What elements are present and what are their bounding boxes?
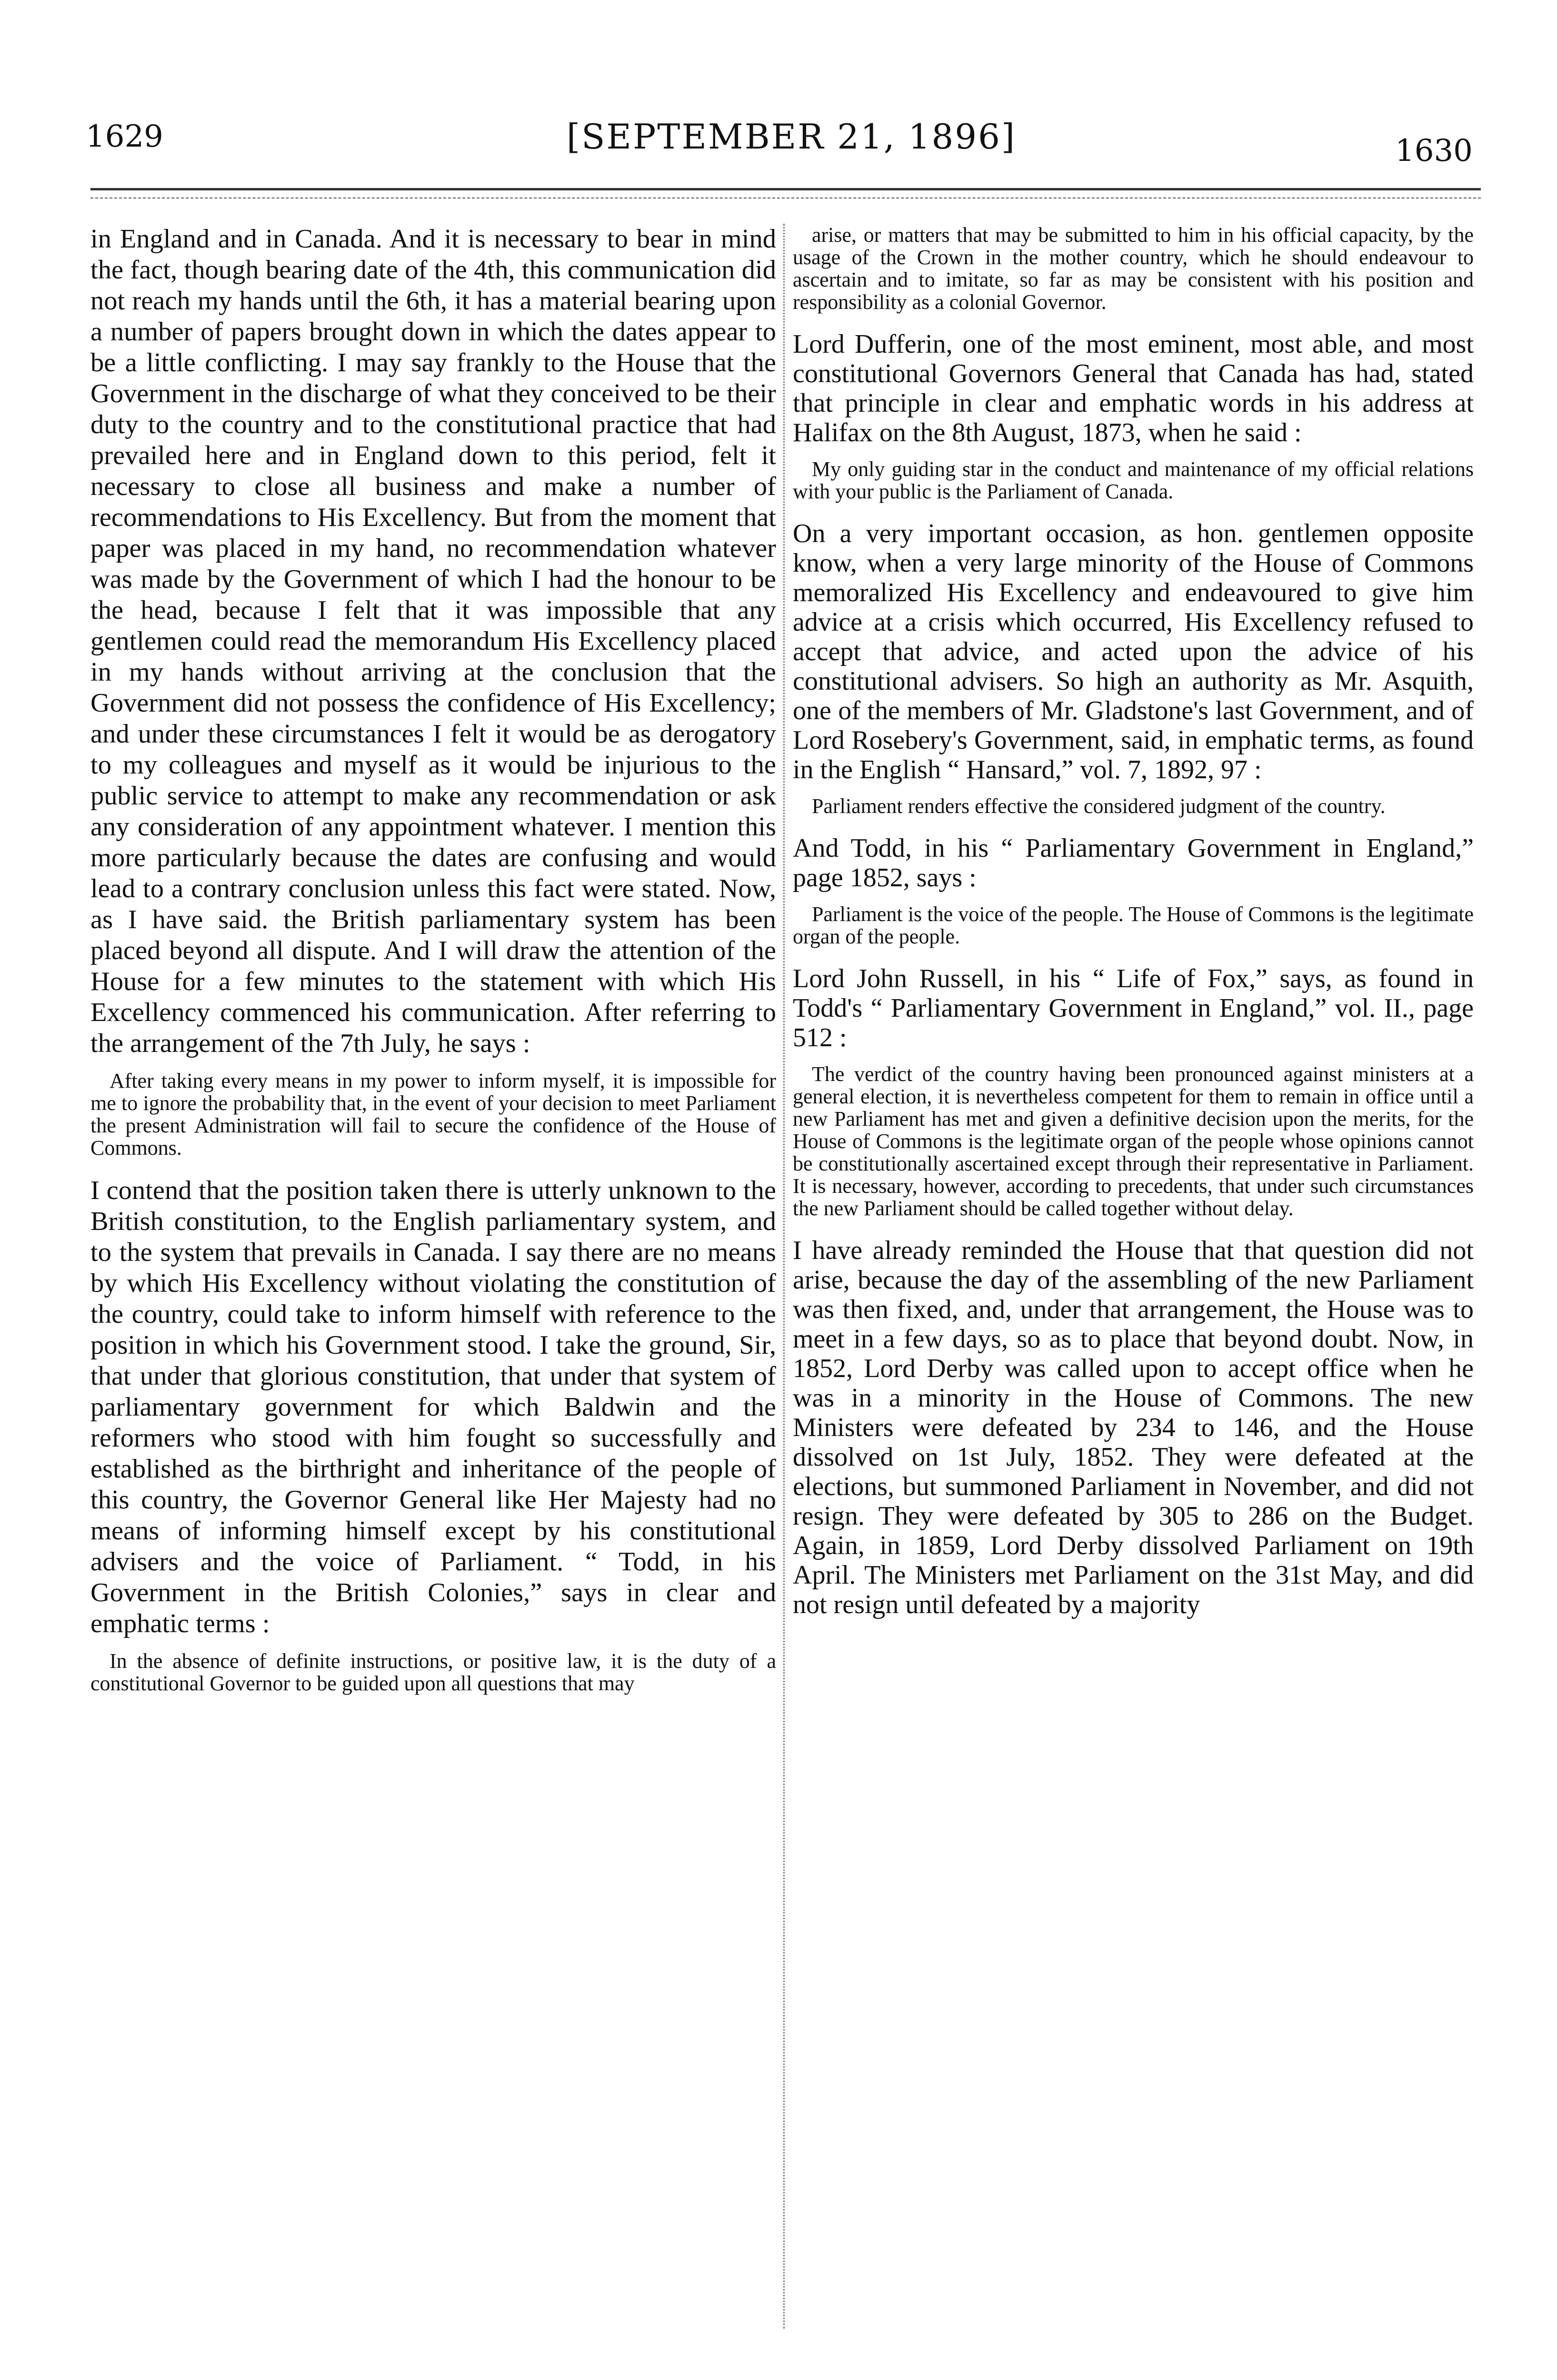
left-column (90, 224, 776, 2329)
right-quote-2: Parliament renders effective the considered judgment of the country. (812, 794, 1386, 818)
right-quote-3: Parliament is the voice of the people. The House of Commons is the legitimate organ of the people. (793, 902, 1474, 948)
page-number-left: 1629 (86, 119, 163, 154)
page-date: [SEPTEMBER 21, 1896] (567, 117, 1017, 157)
page-number-right: 1630 (1395, 133, 1473, 169)
right-quote-0: arise, or matters that may be submitted to him in his official capacity, by the usage of the Crown in the mother country, which he should endeavour to ascertain and to imitate, so far as may be consistent with his position and responsibility as a colonial Governor. (793, 224, 1474, 314)
header-rule (90, 188, 1481, 190)
column-divider (783, 224, 785, 2329)
page-header (0, 112, 1557, 183)
right-paragraph-2: On a very important occasion, as hon. gentlemen opposite know, when a very large minority of the House of Commons memoralized His Excellency and endeavoured to give him advice at a crisis which occurred, His Excellency refused to accept that advice, and acted upon the advice of his constitutional advisers. So high an authority as Mr. Asquith, one of the members of Mr. Gladstone's last Government, and of Lord Rosebery's Government, said, in emphatic terms, as found in the English “ Hansard,” vol. 7, 1892, 97 : (793, 519, 1474, 784)
right-paragraph-3: And Todd, in his “ Parliamentary Government in England,” page 1852, says : (793, 833, 1474, 892)
left-paragraph-1: in England and in Canada. And it is necessary to bear in mind the fact, though bearing date of the 4th, this communication did not reach my hands until the 6th, it has a material bearing upon a number of papers brought down in which the dates appear to be a little conflicting. I may say frankly to the House that the Government in the discharge of what they conceived to be their duty to the country and to the constitutional practice that had prevailed here and in England down to this period, felt it necessary to close all business and make a number of recommendations to His Excellency. But from the moment that paper was placed in my hand, no recommendation whatever was made by the Government of which I had the honour to be the head, because I felt that it was impossible that any gentlemen could read the memorandum His Excellency placed in my hands without arriving at the conclusion that the Government did not possess the confidence of His Excellency; and under these circumstances I felt it would be as derogatory to my colleagues and myself as it would be injurious to the public service to attempt to make any recommendation or ask any consideration of any appointment whatever. I mention this more particularly because the dates are confusing and would lead to a contrary conclusion unless this fact were stated. Now, as I have said. the British parliamentary system has been placed beyond all dispute. And I will draw the attention of the House for a few minutes to the statement with which His Excellency commenced his communication. After referring to the arrangement of the 7th July, he says : (90, 224, 776, 1058)
right-quote-4: The verdict of the country having been pronounced against ministers at a general election, it is nevertheless competent for them to remain in office until a new Parliament has met and given a definitive decision upon the merits, for the House of Commons is the legitimate organ of the people whose opinions cannot be constitutionally ascertained except through their representative in Parliament. It is necessary, however, according to precedents, that under such circumstances the new Parliament should be called together without delay. (793, 1062, 1474, 1220)
left-quote-2: In the absence of definite instructions, or positive law, it is the duty of a constitutional Governor to be guided upon all questions that may (90, 1649, 776, 1695)
right-paragraph-5: I have already reminded the House that that question did not arise, because the day of the assembling of the new Parliament was then fixed, and, under that arrangement, the House was to meet in a few days, so as to place that beyond doubt. Now, in 1852, Lord Derby was called upon to accept office when he was in a minority in the House of Commons. The new Ministers were defeated by 234 to 146, and the House dissolved on 1st July, 1852. They were defeated at the elections, but summoned Parliament in November, and did not resign. They were defeated by 305 to 286 on the Budget. Again, in 1859, Lord Derby dissolved Parliament on 19th April. The Ministers met Parliament on the 31st May, and did not resign until defeated by a majority (793, 1236, 1474, 1619)
right-paragraph-1: Lord Dufferin, one of the most eminent, most able, and most constitutional Governors General that Canada has had, stated that principle in clear and emphatic words in his address at Halifax on the 8th August, 1873, when he said : (793, 329, 1474, 447)
right-column (793, 224, 1474, 2329)
right-paragraph-4: Lord John Russell, in his “ Life of Fox,” says, as found in Todd's “ Parliamentary Government in England,” vol. II., page 512 : (793, 964, 1474, 1052)
left-quote-1: After taking every means in my power to inform myself, it is impossible for me to ignore the probability that, in the event of your decision to meet Parliament the present Administration will fail to secure the confidence of the House of Commons. (90, 1069, 776, 1160)
right-quote-1: My only guiding star in the conduct and maintenance of my official relations with your public is the Parliament of Canada. (793, 457, 1474, 503)
left-paragraph-2: I contend that the position taken there is utterly unknown to the British constitution, to the English parliamentary system, and to the system that prevails in Canada. I say there are no means by which His Excellency without violating the constitution of the country, could take to inform himself with reference to the position in which his Government stood. I take the ground, Sir, that under that glorious constitution, that under that system of parliamentary government for which Baldwin and the reformers who stood with him fought so successfully and established as the birthright and inheritance of the people of this country, the Governor General like Her Majesty had no means of informing himself except by his constitutional advisers and the voice of Parliament. “ Todd, in his Government in the British Colonies,” says in clear and emphatic terms : (90, 1176, 776, 1638)
